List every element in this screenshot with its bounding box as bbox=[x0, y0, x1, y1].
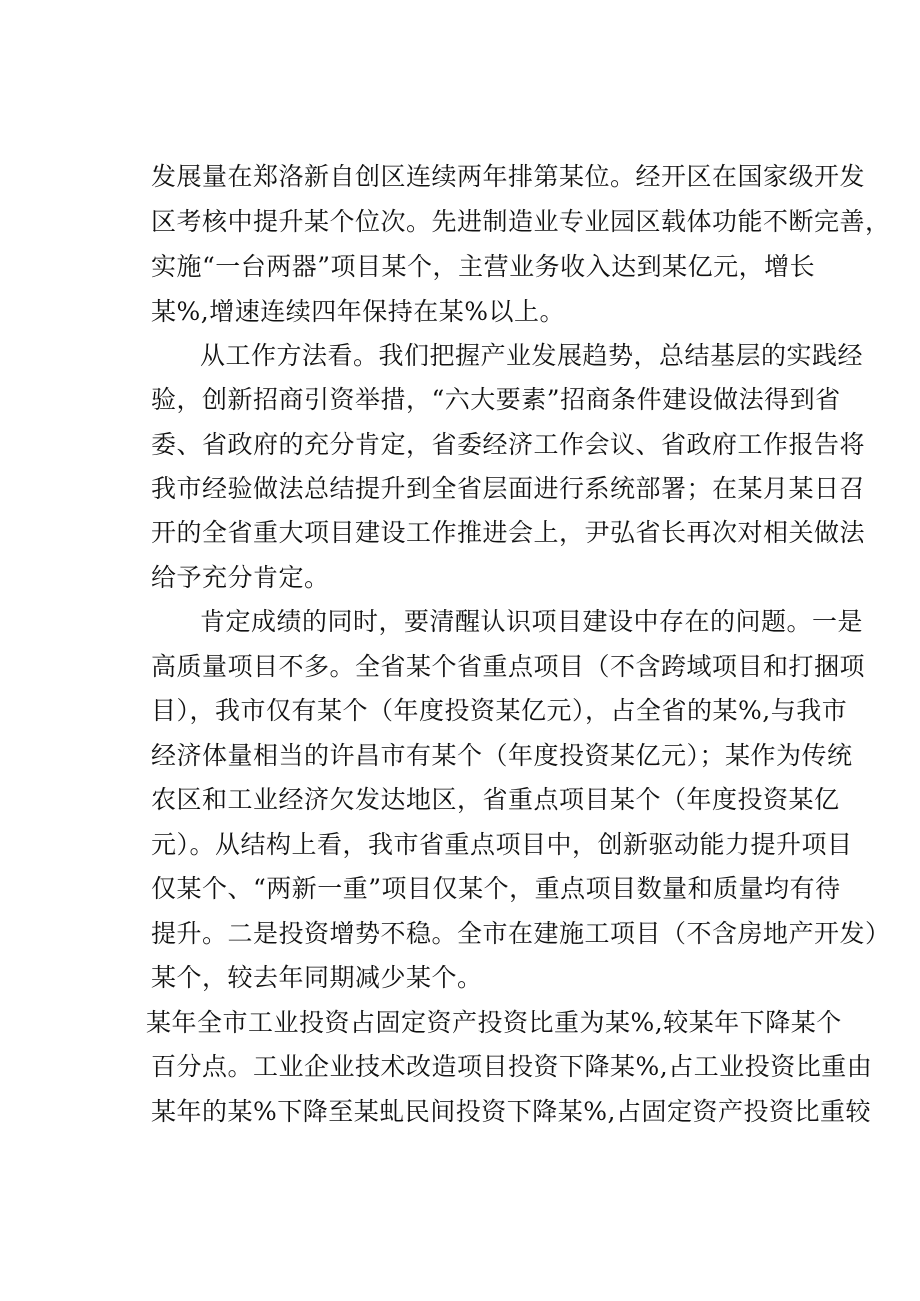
text-line: 仅某个、“两新一重”项目仅某个，重点项目数量和质量均有待 bbox=[151, 874, 841, 903]
text-line: 给予充分肯定。 bbox=[151, 563, 330, 592]
text-line: 开的全省重大项目建设工作推进会上，尹弘省长再次对相关做法 bbox=[151, 518, 866, 547]
text-line: 某%,增速连续四年保持在某%以上。 bbox=[151, 297, 565, 326]
text-line: 经济体量相当的许昌市有某个（年度投资某亿元）；某作为传统 bbox=[151, 741, 853, 770]
text-line: 某个，较去年同期减少某个。 bbox=[151, 963, 483, 992]
text-line: 区考核中提升某个位次。先进制造业专业园区载体功能不断完善， bbox=[151, 207, 891, 236]
text-line: 高质量项目不多。全省某个省重点项目（不含跨域项目和打捆项 bbox=[151, 652, 866, 681]
text-line: 某年的某%下降至某虬民间投资下降某%,占固定资产投资比重较 bbox=[151, 1097, 871, 1126]
text-line: 提升。二是投资增势不稳。全市在建施工项目（不含房地产开发） bbox=[151, 919, 891, 948]
text-line: 某年全市工业投资占固定资产投资比重为某%,较某年下降某个 bbox=[146, 1008, 842, 1037]
text-line: 百分点。工业企业技术改造项目投资下降某%,占工业投资比重由 bbox=[151, 1052, 873, 1081]
text-line: 元）。从结构上看，我市省重点项目中，创新驱动能力提升项目 bbox=[151, 830, 853, 859]
text-line: 委、省政府的充分肯定，省委经济工作会议、省政府工作报告将 bbox=[151, 430, 866, 459]
text-line: 发展量在郑洛新自创区连续两年排第某位。经开区在国家级开发 bbox=[151, 162, 866, 191]
text-line: 验，创新招商引资举措，“六大要素”招商条件建设做法得到省 bbox=[151, 385, 841, 414]
text-line: 实施“一台两器”项目某个，主营业务收入达到某亿元，增长 bbox=[151, 252, 816, 281]
text-line: 我市经验做法总结提升到全省层面进行系统部署；在某月某日召 bbox=[151, 474, 866, 503]
text-line: 目），我市仅有某个（年度投资某亿元），占全省的某%,与我市 bbox=[151, 696, 848, 725]
paragraph-start-line: 肯定成绩的同时，要清醒认识项目建设中存在的问题。一是 bbox=[200, 607, 864, 636]
text-line: 农区和工业经济欠发达地区，省重点项目某个（年度投资某亿 bbox=[151, 785, 840, 814]
paragraph-start-line: 从工作方法看。我们把握产业发展趋势，总结基层的实践经 bbox=[200, 341, 864, 370]
